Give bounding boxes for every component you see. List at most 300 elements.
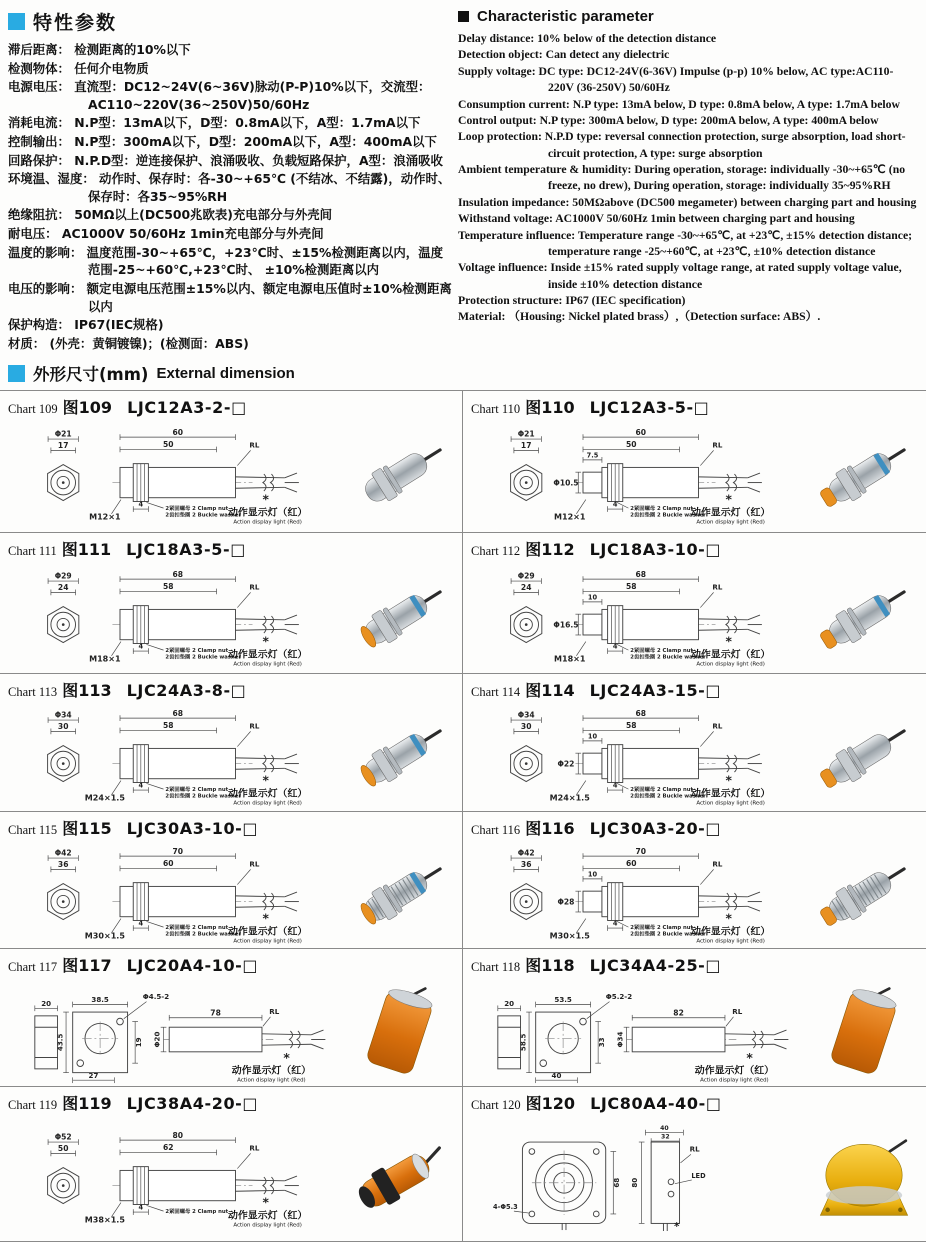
svg-text:Φ4.5-2: Φ4.5-2 bbox=[142, 992, 170, 1002]
spec-label: 材质： bbox=[8, 335, 46, 351]
svg-text:20: 20 bbox=[41, 999, 52, 1009]
en-spec-column bbox=[454, 6, 918, 353]
blue-square-marker-icon bbox=[8, 365, 25, 382]
svg-text:2齿扣垫圈 2 Buckle washer: 2齿扣垫圈 2 Buckle washer bbox=[630, 794, 706, 801]
chart-number-en: Chart 113 bbox=[8, 685, 58, 700]
svg-text:2齿扣垫圈 2 Buckle washer: 2齿扣垫圈 2 Buckle washer bbox=[165, 931, 242, 938]
svg-text:RL: RL bbox=[732, 1007, 743, 1017]
svg-text:60: 60 bbox=[163, 858, 174, 868]
svg-text:17: 17 bbox=[57, 441, 69, 451]
svg-text:68: 68 bbox=[172, 569, 183, 579]
dimension-drawing bbox=[6, 841, 340, 947]
chart-body bbox=[6, 560, 458, 673]
svg-text:M38×1.5: M38×1.5 bbox=[84, 1215, 125, 1225]
product-photo bbox=[344, 706, 456, 806]
external-dimension-grid bbox=[0, 390, 926, 1242]
svg-text:78: 78 bbox=[210, 1008, 221, 1018]
svg-text:Action display light (Red): Action display light (Red) bbox=[233, 661, 302, 668]
svg-text:4: 4 bbox=[138, 1203, 144, 1212]
svg-text:动作显示灯（红）: 动作显示灯（红） bbox=[227, 926, 308, 938]
dimension-drawing bbox=[6, 703, 340, 809]
chart-number-cn: 图119 bbox=[62, 1094, 112, 1114]
spec-label: Control output: bbox=[458, 113, 537, 127]
spec-line: 绝缘阻抗： 50MΩ以上(DC500兆欧表)充电部分与外壳间 bbox=[8, 207, 333, 223]
dimension-drawing bbox=[6, 1125, 340, 1231]
spec-label: 环境温、湿度： bbox=[8, 171, 95, 187]
svg-text:Action display light (Red): Action display light (Red) bbox=[233, 1222, 302, 1229]
chart-number-en: Chart 119 bbox=[8, 1098, 58, 1113]
svg-text:M18×1: M18×1 bbox=[554, 654, 586, 664]
svg-text:*: * bbox=[725, 773, 732, 788]
svg-text:Action display light (Red): Action display light (Red) bbox=[233, 801, 302, 808]
svg-text:58: 58 bbox=[626, 581, 637, 591]
svg-text:50: 50 bbox=[626, 440, 637, 450]
svg-text:2紧固螺母 2 Clamp nut: 2紧固螺母 2 Clamp nut bbox=[165, 506, 229, 513]
spec-label: 滞后距离： bbox=[8, 42, 70, 57]
spec-line: 检测物体： 任何介电物质 bbox=[8, 60, 149, 76]
spec-line: 环境温、湿度： 动作时、保存时：各-30~+65℃ (不结冰、不结露)，动作时、保存时：各35~95%RH bbox=[8, 171, 451, 204]
svg-text:19: 19 bbox=[133, 1037, 143, 1048]
chart-model: LJC18A3-10-□ bbox=[589, 540, 722, 560]
spec-line: Material: （Housing: Nickel plated brass）,（Detection surface: ABS）. bbox=[458, 310, 821, 324]
svg-text:4: 4 bbox=[612, 782, 618, 791]
blue-square-marker-icon bbox=[8, 13, 25, 30]
chart-body bbox=[6, 701, 458, 811]
chart-title-row bbox=[469, 951, 922, 976]
chart-body bbox=[6, 976, 458, 1086]
chart-cell bbox=[463, 533, 926, 674]
svg-text:Action display light (Red): Action display light (Red) bbox=[696, 938, 765, 945]
spec-line: 温度的影响： 温度范围-30~+65℃，+23℃时、±15%检测距离以内，温度范围-25~+60℃,+23℃时、 ±10%检测距离以内 bbox=[8, 244, 443, 278]
spec-line: 电源电压： 直流型：DC12~24V(6~36V)脉动(P-P)10%以下，交流型：AC110~220V(36~250V)50/60Hz bbox=[8, 79, 431, 112]
spec-line: Loop protection: N.P.D type: reversal connection protection, surge absorption, load short-circuit protection, A type: surge absorption bbox=[458, 130, 906, 160]
svg-text:M30×1.5: M30×1.5 bbox=[84, 931, 125, 941]
spec-label: Voltage influence: bbox=[458, 261, 548, 275]
spec-line: 消耗电流： N.P型：13mA以下，D型：0.8mA以下，A型：1.7mA以下 bbox=[8, 115, 421, 131]
svg-text:68: 68 bbox=[635, 709, 646, 719]
chart-number-en: Chart 110 bbox=[471, 402, 521, 417]
svg-text:RL: RL bbox=[712, 721, 723, 731]
svg-text:27: 27 bbox=[88, 1071, 99, 1081]
spec-line: Temperature influence: Temperature range -30~+65℃, at +23℃, ±15% detection distance; temperature range -25~+60℃, at +23℃, ±10% detection distance bbox=[458, 228, 913, 258]
chart-number-cn: 图115 bbox=[62, 819, 112, 839]
chart-cell bbox=[463, 1087, 926, 1242]
svg-text:24: 24 bbox=[520, 582, 532, 592]
chart-number-cn: 图109 bbox=[62, 398, 113, 418]
dimension-title-en: External dimension bbox=[156, 364, 295, 382]
svg-text:*: * bbox=[262, 1195, 269, 1210]
svg-text:RL: RL bbox=[712, 859, 723, 869]
dimension-drawing bbox=[469, 564, 803, 670]
spec-line: 滞后距离： 检测距离的10%以下 bbox=[8, 42, 191, 57]
svg-text:60: 60 bbox=[172, 428, 183, 438]
spec-label: Detection object: bbox=[458, 48, 543, 62]
svg-text:*: * bbox=[262, 492, 269, 507]
product-photo bbox=[344, 844, 456, 944]
svg-text:*: * bbox=[725, 634, 732, 649]
svg-text:*: * bbox=[746, 1051, 753, 1066]
svg-text:30: 30 bbox=[57, 722, 69, 732]
svg-text:RL: RL bbox=[249, 721, 260, 731]
chart-number-en: Chart 115 bbox=[8, 823, 58, 838]
chart-title-row bbox=[469, 814, 922, 839]
svg-text:70: 70 bbox=[635, 846, 646, 856]
svg-text:RL: RL bbox=[712, 582, 723, 592]
svg-text:10: 10 bbox=[587, 593, 598, 602]
chart-number-en: Chart 116 bbox=[471, 823, 521, 838]
svg-text:动作显示灯（红）: 动作显示灯（红） bbox=[227, 1210, 308, 1222]
chart-body bbox=[6, 418, 458, 532]
svg-text:2紧固螺母 2 Clamp nut: 2紧固螺母 2 Clamp nut bbox=[630, 787, 694, 794]
svg-text:RL: RL bbox=[689, 1144, 700, 1154]
spec-label: 温度的影响： bbox=[8, 244, 83, 260]
svg-text:4: 4 bbox=[612, 919, 618, 928]
spec-line: 控制输出： N.P型：300mA以下，D型：200mA以下，A型：400mA以下 bbox=[8, 134, 437, 150]
spec-label: 检测物体： bbox=[8, 60, 70, 76]
svg-text:动作显示灯（红）: 动作显示灯（红） bbox=[690, 649, 771, 661]
chart-number-cn: 图110 bbox=[525, 398, 575, 418]
chart-number-en: Chart 118 bbox=[471, 960, 521, 975]
svg-text:Φ28: Φ28 bbox=[557, 897, 575, 907]
svg-text:Action display light (Red): Action display light (Red) bbox=[237, 1077, 306, 1084]
svg-text:Φ5.2-2: Φ5.2-2 bbox=[605, 992, 633, 1002]
black-square-marker-icon bbox=[458, 11, 469, 22]
svg-text:80: 80 bbox=[172, 1130, 183, 1140]
svg-text:动作显示灯（红）: 动作显示灯（红） bbox=[690, 508, 771, 520]
svg-text:20: 20 bbox=[504, 999, 515, 1009]
svg-text:M12×1: M12×1 bbox=[89, 512, 121, 522]
svg-text:动作显示灯（红）: 动作显示灯（红） bbox=[227, 649, 308, 661]
svg-text:动作显示灯（红）: 动作显示灯（红） bbox=[690, 789, 771, 801]
chart-title-row bbox=[469, 535, 922, 560]
spec-line: Withstand voltage: AC1000V 50/60Hz 1min between charging part and housing bbox=[458, 212, 855, 226]
spec-section bbox=[0, 0, 926, 355]
svg-text:4: 4 bbox=[612, 642, 618, 651]
svg-text:53.5: 53.5 bbox=[554, 995, 572, 1005]
svg-text:Action display light (Red): Action display light (Red) bbox=[696, 801, 765, 808]
chart-cell bbox=[0, 1087, 463, 1242]
spec-label: Consumption current: bbox=[458, 97, 570, 111]
chart-model: LJC12A3-5-□ bbox=[589, 398, 710, 418]
svg-text:Action display light (Red): Action display light (Red) bbox=[700, 1077, 769, 1084]
spec-line: Insulation impedance: 50MΩabove (DC500 megameter) between charging part and housing bbox=[458, 195, 917, 209]
spec-line: 耐电压： AC1000V 50/60Hz 1min充电部分与外壳间 bbox=[8, 226, 324, 242]
chart-number-cn: 图114 bbox=[525, 681, 575, 701]
svg-text:Action display light (Red): Action display light (Red) bbox=[233, 938, 302, 945]
svg-text:4: 4 bbox=[138, 782, 144, 791]
svg-text:*: * bbox=[262, 911, 269, 926]
spec-label: 回路保护： bbox=[8, 152, 70, 168]
chart-model: LJC18A3-5-□ bbox=[126, 540, 246, 560]
spec-label: Material: bbox=[458, 310, 506, 324]
svg-text:Φ29: Φ29 bbox=[517, 571, 535, 581]
chart-model: LJC24A3-15-□ bbox=[589, 681, 722, 701]
dimension-drawing bbox=[6, 978, 340, 1084]
svg-text:*: * bbox=[283, 1051, 290, 1066]
spec-line: 电压的影响： 额定电源电压范围±15%以内、额定电源电压值时±10%检测距离以内 bbox=[8, 280, 452, 314]
product-photo bbox=[344, 425, 456, 525]
spec-label: Loop protection: bbox=[458, 130, 542, 144]
svg-text:Φ34: Φ34 bbox=[517, 711, 535, 721]
chart-number-cn: 图116 bbox=[525, 819, 575, 839]
dimension-drawing bbox=[469, 978, 803, 1084]
chart-body bbox=[469, 418, 922, 532]
svg-text:动作显示灯（红）: 动作显示灯（红） bbox=[690, 926, 771, 938]
svg-text:30: 30 bbox=[520, 722, 532, 732]
svg-text:4: 4 bbox=[612, 501, 618, 510]
svg-text:2齿扣垫圈 2 Buckle washer: 2齿扣垫圈 2 Buckle washer bbox=[630, 654, 706, 661]
svg-text:M12×1: M12×1 bbox=[554, 512, 586, 522]
chart-number-cn: 图111 bbox=[61, 540, 112, 560]
chart-title-row bbox=[6, 951, 458, 976]
spec-line: Protection structure: IP67 (IEC specification) bbox=[458, 294, 686, 307]
chart-title-row bbox=[6, 676, 458, 701]
chart-number-en: Chart 114 bbox=[471, 685, 521, 700]
spec-line: Delay distance: 10% below of the detection distance bbox=[458, 32, 717, 45]
chart-title-row bbox=[469, 393, 922, 418]
spec-label: Temperature influence: bbox=[458, 228, 576, 242]
svg-text:10: 10 bbox=[587, 732, 598, 741]
svg-text:10: 10 bbox=[587, 870, 598, 879]
svg-text:Action display light (Red): Action display light (Red) bbox=[696, 661, 765, 668]
svg-text:68: 68 bbox=[635, 569, 646, 579]
chart-cell bbox=[463, 812, 926, 949]
spec-label: Ambient temperature & humidity: bbox=[458, 163, 632, 176]
chart-model: LJC12A3-2-□ bbox=[127, 398, 247, 418]
svg-text:68: 68 bbox=[172, 709, 183, 719]
dimension-drawing bbox=[469, 422, 803, 528]
svg-text:M30×1.5: M30×1.5 bbox=[549, 931, 590, 941]
spec-label: 电源电压： bbox=[8, 79, 70, 95]
svg-text:4-Φ5.3: 4-Φ5.3 bbox=[493, 1203, 518, 1212]
chart-model: LJC30A3-10-□ bbox=[126, 819, 259, 839]
chart-cell bbox=[0, 674, 463, 812]
svg-text:RL: RL bbox=[249, 859, 260, 869]
svg-text:Φ42: Φ42 bbox=[54, 848, 72, 858]
svg-text:4: 4 bbox=[138, 642, 144, 651]
svg-text:24: 24 bbox=[57, 582, 69, 592]
chart-title-row bbox=[6, 814, 458, 839]
chart-number-cn: 图120 bbox=[525, 1094, 576, 1114]
svg-text:M24×1.5: M24×1.5 bbox=[549, 793, 590, 803]
dimension-section-header bbox=[0, 355, 926, 390]
spec-line: Control output: N.P type: 300mA below, D type: 200mA below, A type: 400mA below bbox=[458, 113, 879, 127]
svg-text:40: 40 bbox=[660, 1125, 669, 1133]
chart-cell bbox=[463, 674, 926, 812]
chart-cell bbox=[0, 812, 463, 949]
svg-text:Φ42: Φ42 bbox=[517, 848, 535, 858]
svg-text:36: 36 bbox=[57, 859, 69, 869]
chart-number-cn: 图113 bbox=[62, 681, 112, 701]
chart-body bbox=[469, 839, 922, 948]
svg-text:M18×1: M18×1 bbox=[89, 654, 121, 664]
spec-label: Insulation impedance: bbox=[458, 195, 570, 209]
svg-text:Φ34: Φ34 bbox=[615, 1031, 625, 1048]
spec-label: Delay distance: bbox=[458, 32, 535, 45]
chart-cell bbox=[0, 533, 463, 674]
chart-body bbox=[469, 976, 922, 1086]
chart-body bbox=[469, 701, 922, 811]
svg-text:58: 58 bbox=[163, 721, 174, 731]
svg-text:2紧固螺母 2 Clamp nut: 2紧固螺母 2 Clamp nut bbox=[165, 924, 229, 931]
svg-text:32: 32 bbox=[661, 1133, 670, 1141]
svg-text:*: * bbox=[673, 1220, 680, 1231]
svg-text:*: * bbox=[725, 911, 732, 926]
svg-text:Φ21: Φ21 bbox=[517, 430, 535, 440]
svg-text:Action display light (Red): Action display light (Red) bbox=[233, 520, 302, 527]
chart-cell bbox=[0, 949, 463, 1087]
chart-number-cn: 图118 bbox=[525, 956, 575, 976]
spec-label: 消耗电流： bbox=[8, 115, 70, 131]
chart-cell bbox=[463, 391, 926, 533]
product-photo bbox=[808, 981, 920, 1081]
dimension-drawing bbox=[6, 422, 340, 528]
product-photo bbox=[808, 425, 920, 525]
spec-line: Supply voltage: DC type: DC12-24V(6-36V) Impulse (p-p) 10% below, AC type:AC110-220V (36-250V) 50/60Hz bbox=[458, 64, 894, 95]
cn-spec-list bbox=[8, 41, 454, 352]
svg-text:82: 82 bbox=[673, 1008, 684, 1018]
svg-text:Φ52: Φ52 bbox=[54, 1132, 72, 1142]
chart-model: LJC38A4-20-□ bbox=[126, 1094, 259, 1114]
chart-model: LJC24A3-8-□ bbox=[126, 681, 247, 701]
chart-cell bbox=[463, 949, 926, 1087]
chart-title-row bbox=[6, 393, 458, 418]
chart-number-cn: 图112 bbox=[525, 540, 575, 560]
svg-text:RL: RL bbox=[249, 582, 260, 592]
chart-cell bbox=[0, 391, 463, 533]
spec-line: Voltage influence: Inside ±15% rated supply voltage range, at rated supply voltage value, inside ±10% detection distance bbox=[458, 261, 902, 291]
svg-text:2紧固螺母 2 Clamp nut: 2紧固螺母 2 Clamp nut bbox=[165, 787, 229, 794]
dimension-drawing bbox=[469, 841, 803, 947]
svg-text:17: 17 bbox=[520, 441, 532, 451]
chart-model: LJC30A3-20-□ bbox=[589, 819, 722, 839]
spec-label: Withstand voltage: bbox=[458, 212, 553, 226]
spec-label: 电压的影响： bbox=[8, 280, 83, 296]
dimension-drawing bbox=[469, 703, 803, 809]
svg-text:2紧固螺母 2 Clamp nut: 2紧固螺母 2 Clamp nut bbox=[165, 1208, 229, 1215]
product-photo bbox=[344, 567, 456, 667]
chart-body bbox=[469, 1114, 922, 1241]
svg-text:*: * bbox=[725, 492, 732, 507]
spec-label: 绝缘阻抗： bbox=[8, 207, 70, 223]
svg-text:38.5: 38.5 bbox=[91, 995, 109, 1005]
svg-text:2齿扣垫圈 2 Buckle washer: 2齿扣垫圈 2 Buckle washer bbox=[630, 931, 706, 938]
svg-text:68: 68 bbox=[611, 1177, 621, 1188]
svg-text:58.5: 58.5 bbox=[518, 1033, 528, 1052]
chart-title-row bbox=[6, 535, 458, 560]
chart-body bbox=[6, 839, 458, 948]
svg-text:36: 36 bbox=[520, 859, 532, 869]
chart-number-en: Chart 111 bbox=[8, 544, 57, 559]
en-section-title: Characteristic parameter bbox=[477, 8, 654, 25]
spec-line: 回路保护： N.P.D型：逆连接保护、浪涌吸收、负载短路保护，A型：浪涌吸收 bbox=[8, 152, 443, 168]
svg-text:2紧固螺母 2 Clamp nut: 2紧固螺母 2 Clamp nut bbox=[630, 647, 694, 654]
spec-label: 耐电压： bbox=[8, 226, 58, 242]
svg-text:*: * bbox=[262, 634, 269, 649]
chart-model: LJC34A4-25-□ bbox=[589, 956, 722, 976]
spec-line: Detection object: Can detect any dielectric bbox=[458, 48, 670, 62]
product-photo bbox=[808, 567, 920, 667]
svg-text:4: 4 bbox=[138, 919, 144, 928]
svg-text:RL: RL bbox=[249, 440, 260, 450]
svg-text:2齿扣垫圈 2 Buckle washer: 2齿扣垫圈 2 Buckle washer bbox=[165, 794, 242, 801]
chart-title-row bbox=[469, 1089, 922, 1114]
svg-text:动作显示灯（红）: 动作显示灯（红） bbox=[694, 1065, 775, 1077]
svg-text:2紧固螺母 2 Clamp nut: 2紧固螺母 2 Clamp nut bbox=[165, 647, 229, 654]
spec-line: Consumption current: N.P type: 13mA below, D type: 0.8mA below, A type: 1.7mA below bbox=[458, 97, 900, 111]
svg-text:Φ34: Φ34 bbox=[54, 711, 72, 721]
product-photo bbox=[808, 706, 920, 806]
svg-text:Φ16.5: Φ16.5 bbox=[553, 620, 579, 630]
svg-text:80: 80 bbox=[629, 1177, 639, 1188]
svg-text:M24×1.5: M24×1.5 bbox=[84, 793, 125, 803]
svg-text:RL: RL bbox=[712, 440, 723, 450]
spec-label: Supply voltage: bbox=[458, 64, 536, 78]
svg-text:60: 60 bbox=[626, 858, 637, 868]
svg-text:60: 60 bbox=[635, 428, 646, 438]
dimension-drawing bbox=[469, 1125, 803, 1231]
svg-text:7.5: 7.5 bbox=[586, 451, 599, 460]
spec-label: 保护构造： bbox=[8, 317, 70, 333]
svg-text:50: 50 bbox=[57, 1143, 69, 1153]
svg-text:Φ20: Φ20 bbox=[152, 1031, 162, 1048]
chart-title-row bbox=[6, 1089, 458, 1114]
cn-section-header bbox=[8, 8, 454, 35]
chart-title-row bbox=[469, 676, 922, 701]
svg-text:RL: RL bbox=[269, 1007, 280, 1017]
spec-line: 材质： (外壳：黄铜镀镍)；(检测面：ABS) bbox=[8, 335, 249, 351]
svg-text:2齿扣垫圈 2 Buckle washer: 2齿扣垫圈 2 Buckle washer bbox=[165, 513, 242, 520]
svg-text:2齿扣垫圈 2 Buckle washer: 2齿扣垫圈 2 Buckle washer bbox=[630, 513, 706, 520]
svg-text:40: 40 bbox=[551, 1071, 562, 1081]
svg-text:Φ10.5: Φ10.5 bbox=[553, 478, 579, 488]
chart-model: LJC20A4-10-□ bbox=[126, 956, 259, 976]
svg-text:50: 50 bbox=[163, 440, 174, 450]
chart-body bbox=[6, 1114, 458, 1241]
chart-number-en: Chart 120 bbox=[471, 1098, 521, 1113]
svg-text:动作显示灯（红）: 动作显示灯（红） bbox=[231, 1065, 312, 1077]
svg-text:动作显示灯（红）: 动作显示灯（红） bbox=[227, 789, 308, 801]
en-section-header bbox=[458, 8, 918, 25]
svg-text:LED: LED bbox=[691, 1171, 706, 1180]
product-photo bbox=[344, 981, 456, 1081]
svg-text:70: 70 bbox=[172, 846, 183, 856]
cn-section-title: 特性参数 bbox=[33, 12, 118, 34]
svg-text:Action display light (Red): Action display light (Red) bbox=[696, 520, 765, 527]
spec-line: Ambient temperature & humidity: During operation, storage: individually -30~+65℃ (no freeze, no drew), During operation, storage: individually 35~95%RH bbox=[458, 163, 906, 193]
chart-number-cn: 图117 bbox=[62, 956, 112, 976]
dimension-drawing bbox=[6, 564, 340, 670]
svg-text:Φ21: Φ21 bbox=[54, 430, 72, 440]
svg-text:RL: RL bbox=[249, 1143, 260, 1153]
svg-text:58: 58 bbox=[163, 581, 174, 591]
chart-number-en: Chart 112 bbox=[471, 544, 521, 559]
spec-label: 控制输出： bbox=[8, 134, 70, 150]
spec-label: Protection structure: bbox=[458, 294, 563, 307]
svg-text:62: 62 bbox=[163, 1142, 174, 1152]
svg-text:动作显示灯（红）: 动作显示灯（红） bbox=[227, 508, 308, 520]
svg-text:*: * bbox=[262, 773, 269, 788]
svg-text:33: 33 bbox=[596, 1037, 606, 1048]
cn-spec-column bbox=[8, 6, 454, 353]
chart-number-en: Chart 109 bbox=[8, 402, 58, 417]
svg-text:43.5: 43.5 bbox=[55, 1033, 65, 1052]
en-spec-list bbox=[458, 31, 918, 326]
svg-text:Φ29: Φ29 bbox=[54, 571, 72, 581]
chart-number-en: Chart 117 bbox=[8, 960, 58, 975]
svg-text:Φ22: Φ22 bbox=[557, 759, 575, 769]
svg-text:2紧固螺母 2 Clamp nut: 2紧固螺母 2 Clamp nut bbox=[630, 506, 694, 513]
